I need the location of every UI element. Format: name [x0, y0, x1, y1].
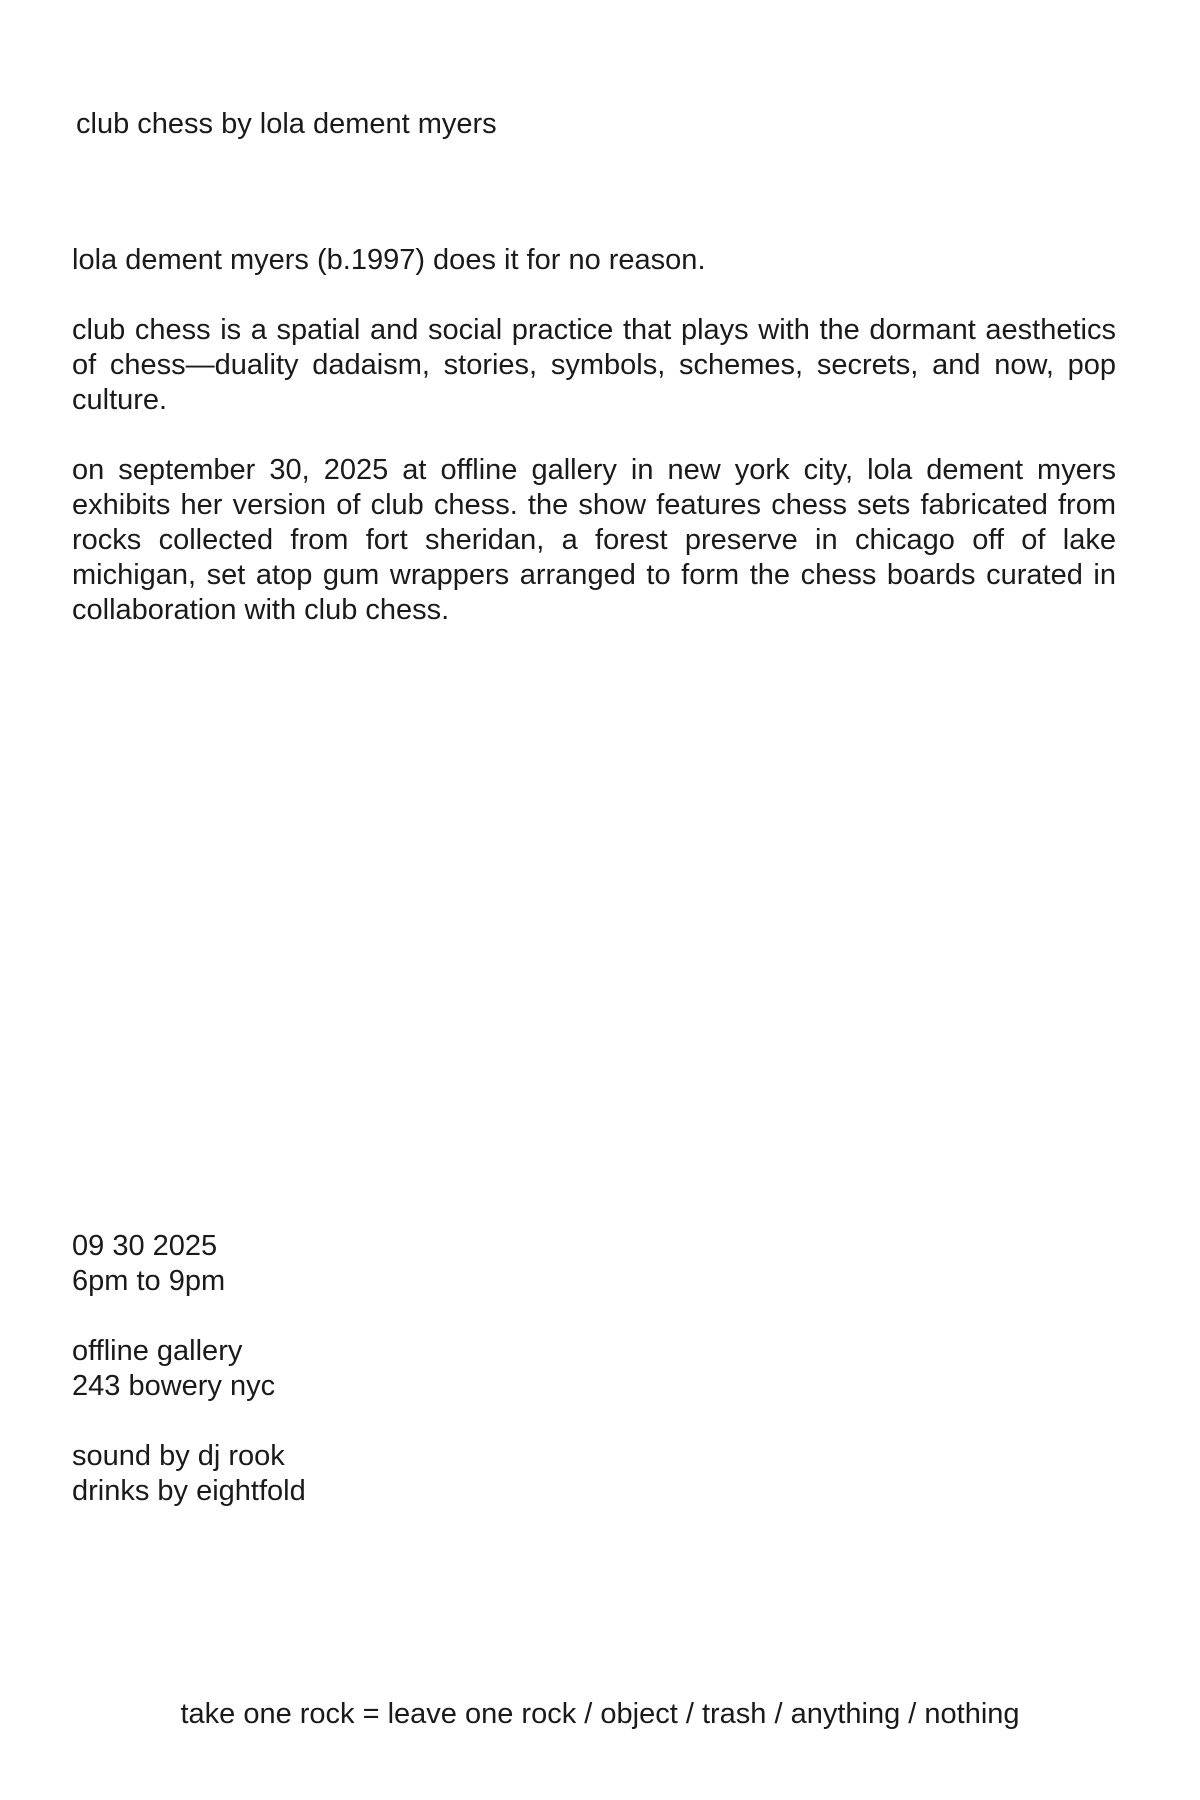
event-location: [72, 1334, 306, 1404]
artist-statement: [72, 243, 1116, 663]
event-datetime: [72, 1229, 306, 1299]
sound-credit: sound by dj rook: [72, 1440, 285, 1472]
venue-address: 243 bowery nyc: [72, 1370, 276, 1402]
drinks-credit: drinks by eightfold: [72, 1475, 306, 1507]
exhibition-description-paragraph: on september 30, 2025 at offline gallery in new york city, lola dement myers exhibits her version of club chess. the show features chess sets fabricated from rocks collected from fort sheridan, a forest preserve in chicago off of lake michigan, set atop gum wrappers arranged to form the chess boards curated in collaboration with club chess.: [72, 454, 1116, 626]
venue-name: offline gallery: [72, 1335, 243, 1367]
event-details: [72, 1229, 306, 1544]
event-date: 09 30 2025: [72, 1230, 218, 1262]
event-time: 6pm to 9pm: [72, 1265, 226, 1297]
artist-bio-paragraph: lola dement myers (b.1997) does it for no reason.: [72, 244, 706, 276]
page-title: club chess by lola dement myers: [76, 108, 497, 140]
footer-note: take one rock = leave one rock / object / trash / anything / nothing: [180, 1698, 1020, 1730]
practice-description-paragraph: club chess is a spatial and social practice that plays with the dormant aesthetics of chess—duality dadaism, stories, symbols, schemes, secrets, and now, pop culture.: [72, 314, 1116, 416]
event-credits: [72, 1439, 306, 1509]
